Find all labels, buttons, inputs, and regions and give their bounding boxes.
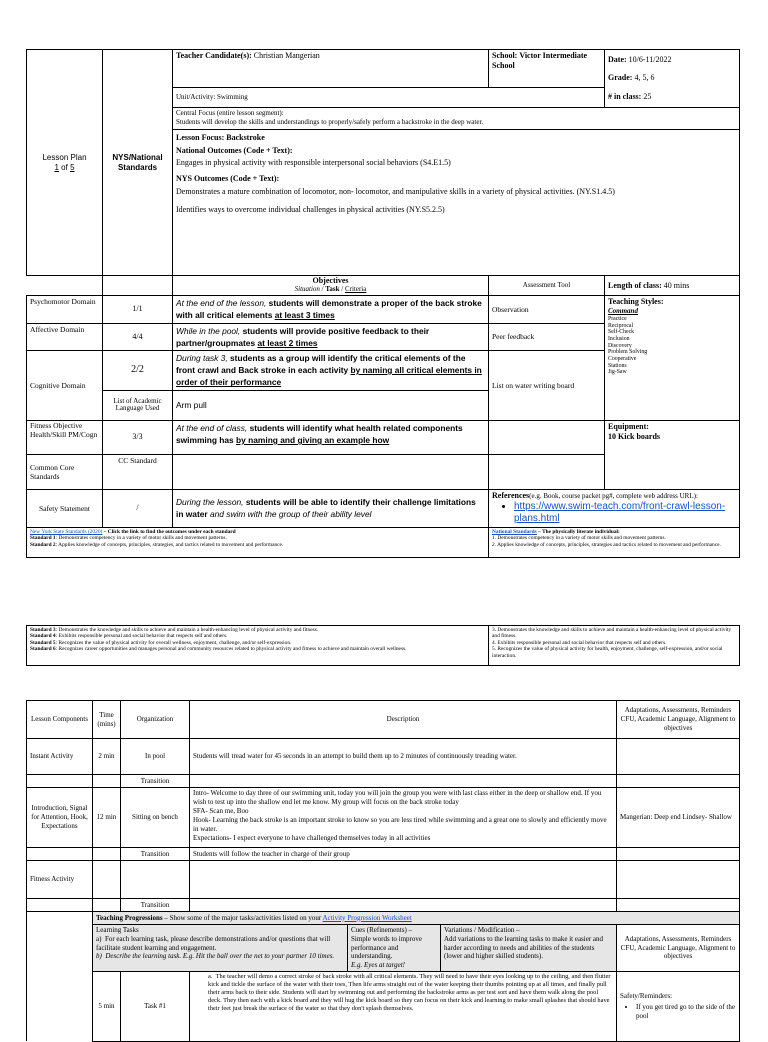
org-intro: Sitting on bench: [121, 788, 190, 848]
component-instant: Instant Activity: [27, 739, 93, 775]
desc-instant: Students will tread water for 45 seconds in an attempt to build them up to 2 minutes of continuously treading water.: [190, 739, 617, 775]
teaching-styles: Teaching Styles: Command Practice Reciprocal Self-Check Inclusion Discovery Problem Solving Cooperative Stations Jig-Saw: [605, 296, 740, 421]
national-outcome: Engages in physical activity with responsible interpersonal social behaviors (S4.E1.5): [176, 157, 451, 167]
org-instant: In pool: [121, 739, 190, 775]
assessment-tool: [489, 420, 605, 454]
objective-affective: While in the pool, students will provide positive feedback to their partner/groupmates at least 2 times: [173, 323, 489, 350]
national-standards-footer: National Standards – The physically literate individual: 1. Demonstrates competency in a variety of motor skills and movement patterns. 2. Applies knowledge of concepts, principles, strategies and tactics related to movement and performance.: [489, 527, 740, 557]
equipment: Equipment: 10 Kick boards: [605, 420, 740, 489]
objectives-header: Objectives Situation / Task / Criteria: [173, 276, 489, 296]
lesson-plan-header-table: [26, 49, 740, 558]
adaptations-header: Adaptations, Assessments, Reminders CFU, Academic Language, Alignment to objectives: [617, 925, 740, 972]
variations-header: Variations / Modification – Add variations to the learning tasks to make it easier and harder according to needs and abilities of the students (lower and higher skilled students).: [441, 925, 617, 972]
domain-code: 4/4: [103, 323, 173, 350]
col-components: Lesson Components: [27, 701, 93, 739]
teacher-candidate: Teacher Candidate(s): Christian Mangerian: [173, 50, 489, 88]
safety-statement: During the lesson, students will be able to identify their challenge limitations in water and swim with the group of their ability level: [173, 489, 489, 527]
assessment-tool: List on water writing board: [489, 350, 605, 420]
standards-continued-table: [26, 625, 740, 666]
safety-value: /: [103, 489, 173, 527]
desc-transition: Students will follow the teacher in charge of their group: [190, 848, 617, 861]
time-instant: 2 min: [93, 739, 121, 775]
academic-language-label: List of Academic Language Used: [103, 390, 173, 420]
assessment-tool: Peer feedback: [489, 323, 605, 350]
objective-cognitive: During task 3, students as a group will identify the critical elements of the front crawl and Back stroke in each activity by naming all critical elements in order of their performance: [173, 350, 489, 390]
national-standards-link[interactable]: National Standards: [492, 528, 537, 535]
domain-code: 1/1: [103, 296, 173, 323]
org-task1: Task #1: [121, 971, 190, 1041]
component-fitness: Fitness Activity: [27, 861, 93, 899]
col-description: Description: [190, 701, 617, 739]
unit-activity: Unit/Activity: Swimming: [173, 87, 605, 107]
objective-fitness: At the end of class, students will identify what health related components swimming has by naming and giving an example how: [173, 420, 489, 454]
domain-label: Affective Domain: [27, 323, 103, 350]
cues-header: Cues (Refinements) – Simple words to improve performance and understanding. E.g. Eyes at target!: [348, 925, 441, 972]
safety-label: Safety Statement: [27, 489, 103, 527]
reference-link[interactable]: https://www.swim-teach.com/front-crawl-lesson-plans.html: [514, 500, 726, 525]
domain-label: Cognitive Domain: [27, 350, 103, 420]
time-intro: 12 min: [93, 788, 121, 848]
lesson-components-table: [26, 700, 740, 1042]
learning-tasks-header: Learning Tasks a) For each learning task, please describe demonstrations and/or questions that will facilitate student learning and engagement. b) Describe the learning task. E.g. Hit the ball over the net to your partner 10 times.: [93, 925, 348, 972]
nys-outcome-1: Demonstrates a mature combination of locomotor, non- locomotor, and manipulative skills in a variety of physical activities. (NY.S1.4.5): [176, 186, 615, 196]
activity-progression-link[interactable]: Activity Progression Worksheet: [322, 913, 412, 922]
school: School: Victor Intermediate School: [489, 50, 605, 88]
transition-label: Transition: [121, 775, 190, 788]
nys-standards-footer: New York State Standards (2020) – Click the link to find the outcomes under each standard Standard 1: Demonstrates competency in a variety of motor skills and movement patterns. Standard 2: Applies knowledge of concepts, principles, strategies, and tactics related to movement and performance.: [27, 527, 489, 557]
common-core-label: Common Core Standards: [27, 454, 103, 489]
common-core-value: CC Standard: [103, 454, 173, 489]
desc-task1: a. The teacher will demo a correct stroke of back stroke with all critical elements. They will need to have their eyes looking up to the ceiling, and then flutter kick and tickle the surface of the water with their toes, Then life arms straight out of the water keeping their thumbs pointing up at all times, and finally pull their arms back to their side. Students will start by swimming out and performing the backstroke arms as per test sort and have them walk along the pool deck. They then each with a kick board and they will hug the kick board so they can focus on their kick and learning to make small splashes that should have their feet just break the surface of the water so that they don't splash themselves.: [190, 971, 617, 1041]
focus-and-outcomes: Central Focus (entire lesson segment): Students will develop the skills and understandings to properly/safely perform a backstroke in the deep water. Lesson Focus: Backstroke National Outcomes (Code + Text): Engages in physical activity with responsible interpersonal social behaviors (S4.E1.5) NYS Outcomes (Code + Text): Demonstrates a mature combination of locomotor, non- locomotor, and manipulative skills in a variety of physical activities. (NY.S1.4.5) Identifies ways to overcome individual challenges in physical activities (NY.S5.2.5): [173, 108, 740, 276]
col-time: Time (mins): [93, 701, 121, 739]
assessment-tool-header: Assessment Tool: [489, 276, 605, 296]
length-of-class: Length of class: 40 mins: [605, 276, 740, 296]
adapt-task1: Safety/Reminders: • If you get tired go to the side of the pool: [617, 971, 740, 1041]
col-adaptations: Adaptations, Assessments, Reminders CFU, Academic Language, Alignment to objectives: [617, 701, 740, 739]
nys-outcome-2: Identifies ways to overcome individual challenges in physical activities (NY.S5.2.5): [176, 205, 445, 215]
central-focus: Central Focus (entire lesson segment): Students will develop the skills and understandings to properly/safely perform a backstroke in the deep water.: [173, 108, 739, 130]
teaching-progressions-header: Teaching Progressions – Show some of the major tasks/activities listed on your Activity Progression Worksheet: [93, 912, 740, 925]
references: References(e.g. Book, course packet pg#, complete web address URL): • https://www.swim-teach.com/front-crawl-lesson-plans.html: [489, 489, 740, 527]
desc-intro: Intro- Welcome to day three of our swimming unit, today you will join the group you were with last class either in the deep or shallow end. If you wish to test up into the shallow end let me know. My group will focus on the back stroke today SFA- Scan me, Boo Hook- Learning the back stroke is an important stroke to know so you are less tired while swimming and a great one to slowly and efficiently move in water. Expectations- I expect everyone to have challenged themselves today in all activities: [190, 788, 617, 848]
class-info: Date: 10/6-11/2022 Grade: 4, 5, 6 # in class: 25: [605, 50, 740, 108]
domain-code: 3/3: [103, 420, 173, 454]
nys-standards-continued: Standard 3: Demonstrates the knowledge and skills to achieve and maintain a health-enhancing level of physical activity and fitness. Standard 4: Exhibits responsible personal and social behavior that respects self and others. Standard 5: Recognizes the value of physical activity for overall wellness, enjoyment, challenge, and/or self-expression. Standard 6: Recognizes career opportunities and manages personal and community resources related to physical activity and fitness to achieve and maintain overall wellness.: [27, 626, 489, 666]
transition-label: Transition: [121, 899, 190, 912]
standards-label: NYS/National Standards: [103, 50, 173, 276]
time-task1: 5 min: [93, 971, 121, 1041]
domain-label: Fitness Objective Health/Skill PM/Cogn: [27, 420, 103, 454]
transition-label: Transition: [121, 848, 190, 861]
domain-code: 2/2: [103, 350, 173, 390]
nys-standards-link[interactable]: New York State Standards (2020): [30, 528, 103, 535]
academic-language-value: Arm pull: [173, 390, 489, 420]
objective-psychomotor: At the end of the lesson, students will demonstrate a proper of the back stroke with all critical elements at least 3 times: [173, 296, 489, 323]
national-standards-continued: 3. Demonstrates the knowledge and skills to achieve and maintain a health-enhancing level of physical activity and fitness. 4. Exhibits responsible personal and social behavior that respects self and others. 5. Recognizes the value of physical activity for health, enjoyment, challenge, self-expression, and/or social interaction.: [489, 626, 740, 666]
domain-label: Psychomotor Domain: [27, 296, 103, 323]
component-intro: Introduction, Signal for Attention, Hook, Expectations: [27, 788, 93, 848]
col-organization: Organization: [121, 701, 190, 739]
teaching-styles-list: Practice Reciprocal Self-Check Inclusion Discovery Problem Solving Cooperative Stations Jig-Saw: [608, 315, 648, 376]
adapt-intro: Mangerian: Deep end Lindsey- Shallow: [617, 788, 740, 848]
lesson-plan-number: Lesson Plan 1 of 5: [27, 50, 103, 276]
assessment-tool: Observation: [489, 296, 605, 323]
